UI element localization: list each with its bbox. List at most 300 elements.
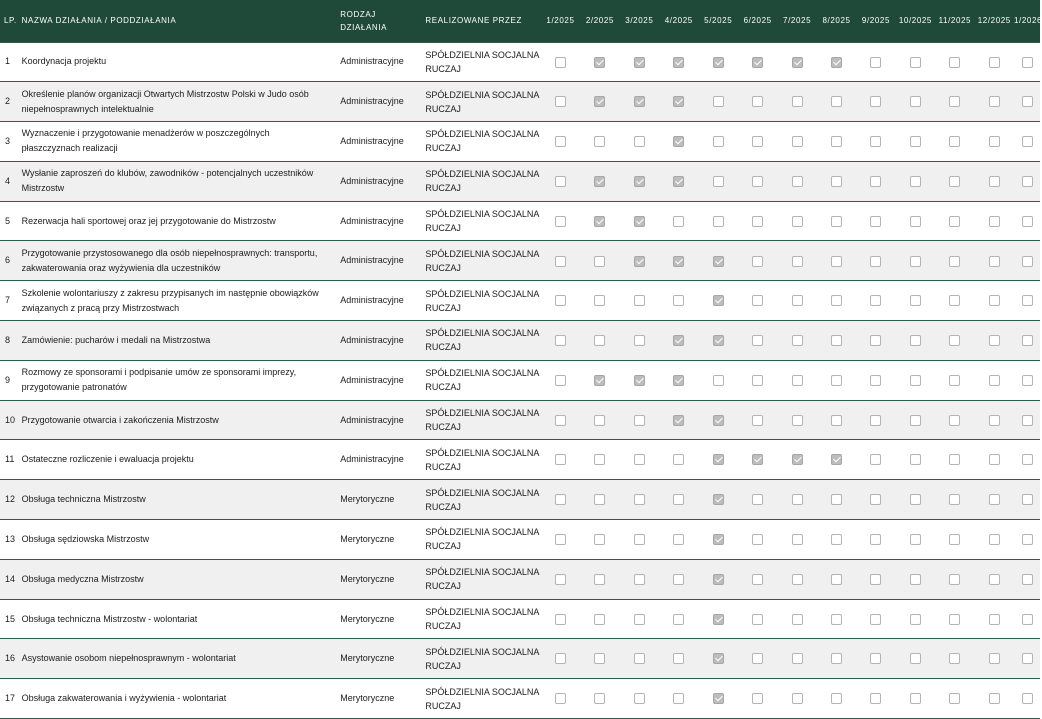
month-checkbox[interactable]	[1022, 335, 1033, 346]
month-checkbox[interactable]	[989, 256, 1000, 267]
month-cell	[699, 400, 738, 440]
month-checkbox[interactable]	[949, 335, 960, 346]
month-checkbox[interactable]	[989, 216, 1000, 227]
month-cell	[1014, 639, 1040, 679]
month-checkbox[interactable]	[870, 256, 881, 267]
month-checkbox[interactable]	[910, 375, 921, 386]
month-checkbox[interactable]	[752, 375, 763, 386]
activity-realizer: SPÓŁDZIELNIA SOCJALNA RUCZAJ	[421, 639, 540, 679]
month-checkbox[interactable]	[910, 136, 921, 147]
month-checkbox[interactable]	[870, 454, 881, 465]
month-cell	[935, 161, 974, 201]
month-cell	[777, 42, 816, 82]
month-cell	[541, 559, 580, 599]
month-checkbox[interactable]	[752, 216, 763, 227]
month-checkbox[interactable]	[634, 335, 645, 346]
month-checkbox[interactable]	[1022, 57, 1033, 68]
month-cell	[620, 559, 659, 599]
month-checkbox[interactable]	[713, 96, 724, 107]
month-checkbox[interactable]	[949, 693, 960, 704]
month-checkbox[interactable]	[910, 256, 921, 267]
month-checkbox[interactable]	[910, 693, 921, 704]
month-checkbox[interactable]	[831, 494, 842, 505]
month-cell	[975, 400, 1014, 440]
month-checkbox-checked[interactable]	[634, 57, 645, 68]
month-checkbox[interactable]	[989, 176, 1000, 187]
month-checkbox[interactable]	[989, 614, 1000, 625]
month-checkbox[interactable]	[673, 216, 684, 227]
month-checkbox[interactable]	[989, 96, 1000, 107]
month-checkbox-checked[interactable]	[594, 176, 605, 187]
month-checkbox[interactable]	[594, 614, 605, 625]
month-checkbox[interactable]	[634, 534, 645, 545]
month-checkbox[interactable]	[870, 614, 881, 625]
month-checkbox[interactable]	[949, 614, 960, 625]
month-checkbox[interactable]	[831, 176, 842, 187]
month-checkbox[interactable]	[949, 136, 960, 147]
month-cell	[896, 639, 935, 679]
month-checkbox[interactable]	[949, 653, 960, 664]
month-checkbox[interactable]	[752, 574, 763, 585]
month-checkbox[interactable]	[831, 415, 842, 426]
month-checkbox[interactable]	[594, 534, 605, 545]
month-checkbox[interactable]	[752, 653, 763, 664]
month-checkbox-checked[interactable]	[792, 57, 803, 68]
activity-realizer: SPÓŁDZIELNIA SOCJALNA RUCZAJ	[421, 440, 540, 480]
month-cell	[580, 480, 619, 520]
month-checkbox[interactable]	[870, 57, 881, 68]
month-checkbox[interactable]	[792, 335, 803, 346]
month-checkbox[interactable]	[910, 216, 921, 227]
month-checkbox[interactable]	[634, 295, 645, 306]
month-checkbox[interactable]	[831, 653, 842, 664]
month-checkbox[interactable]	[555, 653, 566, 664]
month-checkbox-checked[interactable]	[673, 335, 684, 346]
month-checkbox[interactable]	[792, 415, 803, 426]
month-cell	[1014, 281, 1040, 321]
month-checkbox[interactable]	[555, 96, 566, 107]
month-checkbox-checked[interactable]	[713, 256, 724, 267]
month-cell	[975, 42, 1014, 82]
activity-name: Zamówienie: pucharów i medali na Mistrzostwa	[18, 321, 337, 361]
month-checkbox[interactable]	[594, 295, 605, 306]
month-checkbox-checked[interactable]	[673, 375, 684, 386]
month-checkbox[interactable]	[555, 574, 566, 585]
month-checkbox[interactable]	[634, 494, 645, 505]
month-checkbox[interactable]	[989, 57, 1000, 68]
month-checkbox-checked[interactable]	[792, 454, 803, 465]
month-checkbox[interactable]	[910, 454, 921, 465]
month-cell	[620, 520, 659, 560]
month-checkbox[interactable]	[910, 295, 921, 306]
month-checkbox[interactable]	[752, 136, 763, 147]
month-checkbox[interactable]	[910, 335, 921, 346]
month-checkbox-checked[interactable]	[713, 415, 724, 426]
month-cell	[699, 321, 738, 361]
month-checkbox[interactable]	[949, 96, 960, 107]
month-checkbox[interactable]	[555, 614, 566, 625]
month-checkbox-checked[interactable]	[594, 216, 605, 227]
month-cell	[699, 639, 738, 679]
month-checkbox[interactable]	[949, 454, 960, 465]
month-checkbox[interactable]	[870, 494, 881, 505]
month-checkbox[interactable]	[673, 534, 684, 545]
month-checkbox-checked[interactable]	[634, 176, 645, 187]
month-checkbox[interactable]	[634, 136, 645, 147]
month-cell	[856, 241, 895, 281]
month-cell	[1014, 520, 1040, 560]
month-checkbox[interactable]	[870, 295, 881, 306]
month-checkbox[interactable]	[1022, 216, 1033, 227]
month-checkbox[interactable]	[831, 136, 842, 147]
month-checkbox[interactable]	[594, 693, 605, 704]
month-checkbox[interactable]	[870, 96, 881, 107]
month-checkbox[interactable]	[594, 454, 605, 465]
month-checkbox[interactable]	[713, 375, 724, 386]
month-checkbox-checked[interactable]	[634, 375, 645, 386]
month-cell	[580, 321, 619, 361]
month-checkbox[interactable]	[634, 415, 645, 426]
month-checkbox[interactable]	[870, 534, 881, 545]
month-checkbox-checked[interactable]	[713, 335, 724, 346]
month-checkbox[interactable]	[673, 653, 684, 664]
month-checkbox-checked[interactable]	[673, 415, 684, 426]
month-checkbox[interactable]	[870, 574, 881, 585]
month-checkbox-checked[interactable]	[673, 176, 684, 187]
month-checkbox[interactable]	[949, 494, 960, 505]
month-checkbox[interactable]	[989, 693, 1000, 704]
month-cell	[896, 321, 935, 361]
month-checkbox-checked[interactable]	[594, 375, 605, 386]
month-cell	[580, 599, 619, 639]
month-checkbox[interactable]	[831, 295, 842, 306]
month-checkbox-checked[interactable]	[713, 454, 724, 465]
month-checkbox[interactable]	[989, 295, 1000, 306]
month-cell	[620, 360, 659, 400]
month-cell	[896, 440, 935, 480]
month-checkbox[interactable]	[713, 216, 724, 227]
month-checkbox[interactable]	[989, 574, 1000, 585]
month-checkbox[interactable]	[1022, 96, 1033, 107]
month-checkbox-checked[interactable]	[594, 57, 605, 68]
month-checkbox[interactable]	[870, 415, 881, 426]
month-checkbox[interactable]	[555, 494, 566, 505]
month-checkbox[interactable]	[1022, 295, 1033, 306]
month-checkbox[interactable]	[752, 295, 763, 306]
month-checkbox[interactable]	[910, 96, 921, 107]
month-checkbox[interactable]	[949, 57, 960, 68]
month-cell	[856, 559, 895, 599]
month-checkbox[interactable]	[792, 494, 803, 505]
month-checkbox[interactable]	[1022, 614, 1033, 625]
month-checkbox[interactable]	[989, 653, 1000, 664]
month-cell	[580, 440, 619, 480]
month-cell	[777, 559, 816, 599]
month-checkbox-checked[interactable]	[713, 494, 724, 505]
month-checkbox[interactable]	[831, 96, 842, 107]
month-cell	[777, 520, 816, 560]
month-checkbox[interactable]	[673, 494, 684, 505]
row-number: 11	[0, 440, 18, 480]
month-checkbox[interactable]	[555, 415, 566, 426]
month-cell	[896, 42, 935, 82]
month-cell	[975, 161, 1014, 201]
month-checkbox[interactable]	[831, 614, 842, 625]
month-checkbox[interactable]	[555, 256, 566, 267]
month-checkbox[interactable]	[752, 335, 763, 346]
month-checkbox[interactable]	[555, 57, 566, 68]
month-checkbox-checked[interactable]	[713, 295, 724, 306]
month-checkbox[interactable]	[949, 216, 960, 227]
row-number: 15	[0, 599, 18, 639]
month-checkbox[interactable]	[594, 653, 605, 664]
row-number: 10	[0, 400, 18, 440]
month-checkbox[interactable]	[792, 216, 803, 227]
month-checkbox[interactable]	[634, 574, 645, 585]
activity-realizer: SPÓŁDZIELNIA SOCJALNA RUCZAJ	[421, 281, 540, 321]
month-checkbox[interactable]	[989, 375, 1000, 386]
month-checkbox[interactable]	[555, 534, 566, 545]
month-checkbox-checked[interactable]	[713, 57, 724, 68]
month-checkbox[interactable]	[752, 494, 763, 505]
month-checkbox[interactable]	[831, 574, 842, 585]
month-cell	[817, 639, 856, 679]
month-checkbox[interactable]	[910, 415, 921, 426]
month-checkbox[interactable]	[792, 256, 803, 267]
month-checkbox[interactable]	[594, 136, 605, 147]
month-cell	[659, 679, 698, 719]
month-checkbox[interactable]	[792, 295, 803, 306]
month-checkbox[interactable]	[752, 256, 763, 267]
month-checkbox[interactable]	[792, 534, 803, 545]
month-checkbox[interactable]	[594, 494, 605, 505]
month-checkbox[interactable]	[555, 136, 566, 147]
row-number: 5	[0, 201, 18, 241]
month-checkbox[interactable]	[949, 574, 960, 585]
activity-name: Szkolenie wolontariuszy z zakresu przypisanych im następnie obowiązków związanych z pracą przy Mistrzostwach	[18, 281, 337, 321]
activity-realizer: SPÓŁDZIELNIA SOCJALNA RUCZAJ	[421, 520, 540, 560]
month-checkbox[interactable]	[870, 136, 881, 147]
activity-type: Administracyjne	[336, 161, 421, 201]
month-checkbox[interactable]	[752, 415, 763, 426]
month-checkbox[interactable]	[949, 415, 960, 426]
month-checkbox-checked[interactable]	[831, 57, 842, 68]
month-cell	[935, 520, 974, 560]
month-checkbox[interactable]	[870, 375, 881, 386]
month-cell	[620, 400, 659, 440]
month-checkbox-checked[interactable]	[713, 653, 724, 664]
month-checkbox[interactable]	[792, 574, 803, 585]
month-checkbox[interactable]	[792, 614, 803, 625]
month-checkbox[interactable]	[634, 693, 645, 704]
month-checkbox[interactable]	[989, 494, 1000, 505]
month-checkbox[interactable]	[673, 693, 684, 704]
month-cell	[817, 559, 856, 599]
month-checkbox[interactable]	[634, 653, 645, 664]
month-cell	[580, 42, 619, 82]
month-checkbox[interactable]	[949, 176, 960, 187]
month-checkbox[interactable]	[752, 693, 763, 704]
month-checkbox[interactable]	[673, 614, 684, 625]
month-cell	[738, 559, 777, 599]
month-checkbox[interactable]	[831, 534, 842, 545]
month-checkbox[interactable]	[594, 574, 605, 585]
month-checkbox-checked[interactable]	[752, 454, 763, 465]
month-cell	[738, 520, 777, 560]
month-checkbox[interactable]	[831, 693, 842, 704]
month-checkbox[interactable]	[1022, 693, 1033, 704]
month-checkbox[interactable]	[870, 693, 881, 704]
month-cell	[738, 599, 777, 639]
month-checkbox[interactable]	[634, 614, 645, 625]
month-checkbox[interactable]	[870, 176, 881, 187]
month-cell	[738, 281, 777, 321]
month-checkbox[interactable]	[949, 295, 960, 306]
month-checkbox[interactable]	[989, 454, 1000, 465]
month-checkbox[interactable]	[1022, 653, 1033, 664]
month-checkbox-checked[interactable]	[713, 574, 724, 585]
month-checkbox[interactable]	[752, 534, 763, 545]
month-cell	[1014, 122, 1040, 162]
month-checkbox-checked[interactable]	[594, 96, 605, 107]
month-checkbox[interactable]	[949, 375, 960, 386]
table-row	[0, 400, 1040, 440]
month-checkbox[interactable]	[1022, 256, 1033, 267]
month-checkbox-checked[interactable]	[634, 96, 645, 107]
month-checkbox[interactable]	[910, 57, 921, 68]
month-cell	[659, 400, 698, 440]
activity-name: Rozmowy ze sponsorami i podpisanie umów ze sponsorami imprezy, przygotowanie patronatów	[18, 360, 337, 400]
month-checkbox[interactable]	[1022, 176, 1033, 187]
month-cell	[1014, 440, 1040, 480]
activity-name: Przygotowanie otwarcia i zakończenia Mistrzostw	[18, 400, 337, 440]
month-checkbox[interactable]	[752, 176, 763, 187]
month-checkbox[interactable]	[831, 335, 842, 346]
month-checkbox[interactable]	[594, 415, 605, 426]
month-cell	[699, 281, 738, 321]
month-checkbox[interactable]	[792, 176, 803, 187]
month-checkbox-checked[interactable]	[673, 136, 684, 147]
month-checkbox-checked[interactable]	[634, 216, 645, 227]
month-checkbox[interactable]	[989, 415, 1000, 426]
month-checkbox[interactable]	[673, 574, 684, 585]
month-cell	[580, 82, 619, 122]
month-checkbox[interactable]	[1022, 454, 1033, 465]
month-checkbox[interactable]	[910, 574, 921, 585]
month-checkbox[interactable]	[713, 136, 724, 147]
month-checkbox[interactable]	[594, 335, 605, 346]
month-checkbox[interactable]	[870, 216, 881, 227]
month-cell	[817, 161, 856, 201]
month-checkbox[interactable]	[792, 96, 803, 107]
month-checkbox[interactable]	[910, 534, 921, 545]
month-checkbox[interactable]	[634, 454, 645, 465]
activity-name: Rezerwacja hali sportowej oraz jej przygotowanie do Mistrzostw	[18, 201, 337, 241]
month-checkbox[interactable]	[989, 335, 1000, 346]
month-checkbox[interactable]	[1022, 494, 1033, 505]
month-checkbox-checked[interactable]	[831, 454, 842, 465]
month-checkbox[interactable]	[555, 216, 566, 227]
month-checkbox[interactable]	[910, 614, 921, 625]
month-checkbox[interactable]	[555, 295, 566, 306]
month-checkbox[interactable]	[910, 653, 921, 664]
month-checkbox[interactable]	[949, 534, 960, 545]
month-checkbox[interactable]	[673, 454, 684, 465]
month-cell	[856, 161, 895, 201]
month-checkbox[interactable]	[555, 335, 566, 346]
month-checkbox-checked[interactable]	[752, 57, 763, 68]
month-cell	[699, 122, 738, 162]
month-checkbox-checked[interactable]	[634, 256, 645, 267]
month-cell	[620, 82, 659, 122]
month-cell	[620, 480, 659, 520]
month-checkbox[interactable]	[555, 454, 566, 465]
month-cell	[975, 321, 1014, 361]
month-cell	[738, 42, 777, 82]
month-cell	[896, 520, 935, 560]
month-checkbox[interactable]	[910, 176, 921, 187]
month-checkbox[interactable]	[989, 136, 1000, 147]
month-checkbox[interactable]	[831, 216, 842, 227]
month-cell	[777, 400, 816, 440]
month-cell	[659, 321, 698, 361]
month-cell	[659, 639, 698, 679]
month-checkbox[interactable]	[1022, 534, 1033, 545]
month-checkbox[interactable]	[870, 653, 881, 664]
month-checkbox[interactable]	[831, 256, 842, 267]
month-cell	[777, 321, 816, 361]
month-checkbox[interactable]	[555, 375, 566, 386]
month-checkbox[interactable]	[949, 256, 960, 267]
month-checkbox[interactable]	[831, 375, 842, 386]
month-checkbox[interactable]	[910, 494, 921, 505]
month-checkbox[interactable]	[555, 693, 566, 704]
month-cell	[975, 281, 1014, 321]
month-checkbox[interactable]	[555, 176, 566, 187]
row-number: 6	[0, 241, 18, 281]
month-checkbox[interactable]	[1022, 136, 1033, 147]
month-checkbox-checked[interactable]	[673, 96, 684, 107]
month-checkbox[interactable]	[792, 693, 803, 704]
month-cell	[659, 520, 698, 560]
month-checkbox[interactable]	[1022, 574, 1033, 585]
month-cell	[659, 599, 698, 639]
month-checkbox[interactable]	[792, 653, 803, 664]
month-checkbox-checked[interactable]	[673, 256, 684, 267]
month-checkbox[interactable]	[752, 96, 763, 107]
month-checkbox[interactable]	[792, 375, 803, 386]
month-checkbox[interactable]	[1022, 415, 1033, 426]
month-checkbox[interactable]	[594, 256, 605, 267]
month-checkbox[interactable]	[673, 295, 684, 306]
month-checkbox[interactable]	[792, 136, 803, 147]
month-checkbox-checked[interactable]	[673, 57, 684, 68]
month-cell	[541, 201, 580, 241]
month-cell	[541, 281, 580, 321]
month-checkbox-checked[interactable]	[713, 614, 724, 625]
activity-type: Administracyjne	[336, 122, 421, 162]
month-cell	[699, 679, 738, 719]
month-checkbox[interactable]	[989, 534, 1000, 545]
month-checkbox-checked[interactable]	[713, 693, 724, 704]
month-checkbox[interactable]	[752, 614, 763, 625]
month-cell	[896, 559, 935, 599]
month-checkbox[interactable]	[713, 176, 724, 187]
month-checkbox[interactable]	[870, 335, 881, 346]
month-checkbox[interactable]	[1022, 375, 1033, 386]
month-checkbox-checked[interactable]	[713, 534, 724, 545]
table-row	[0, 639, 1040, 679]
